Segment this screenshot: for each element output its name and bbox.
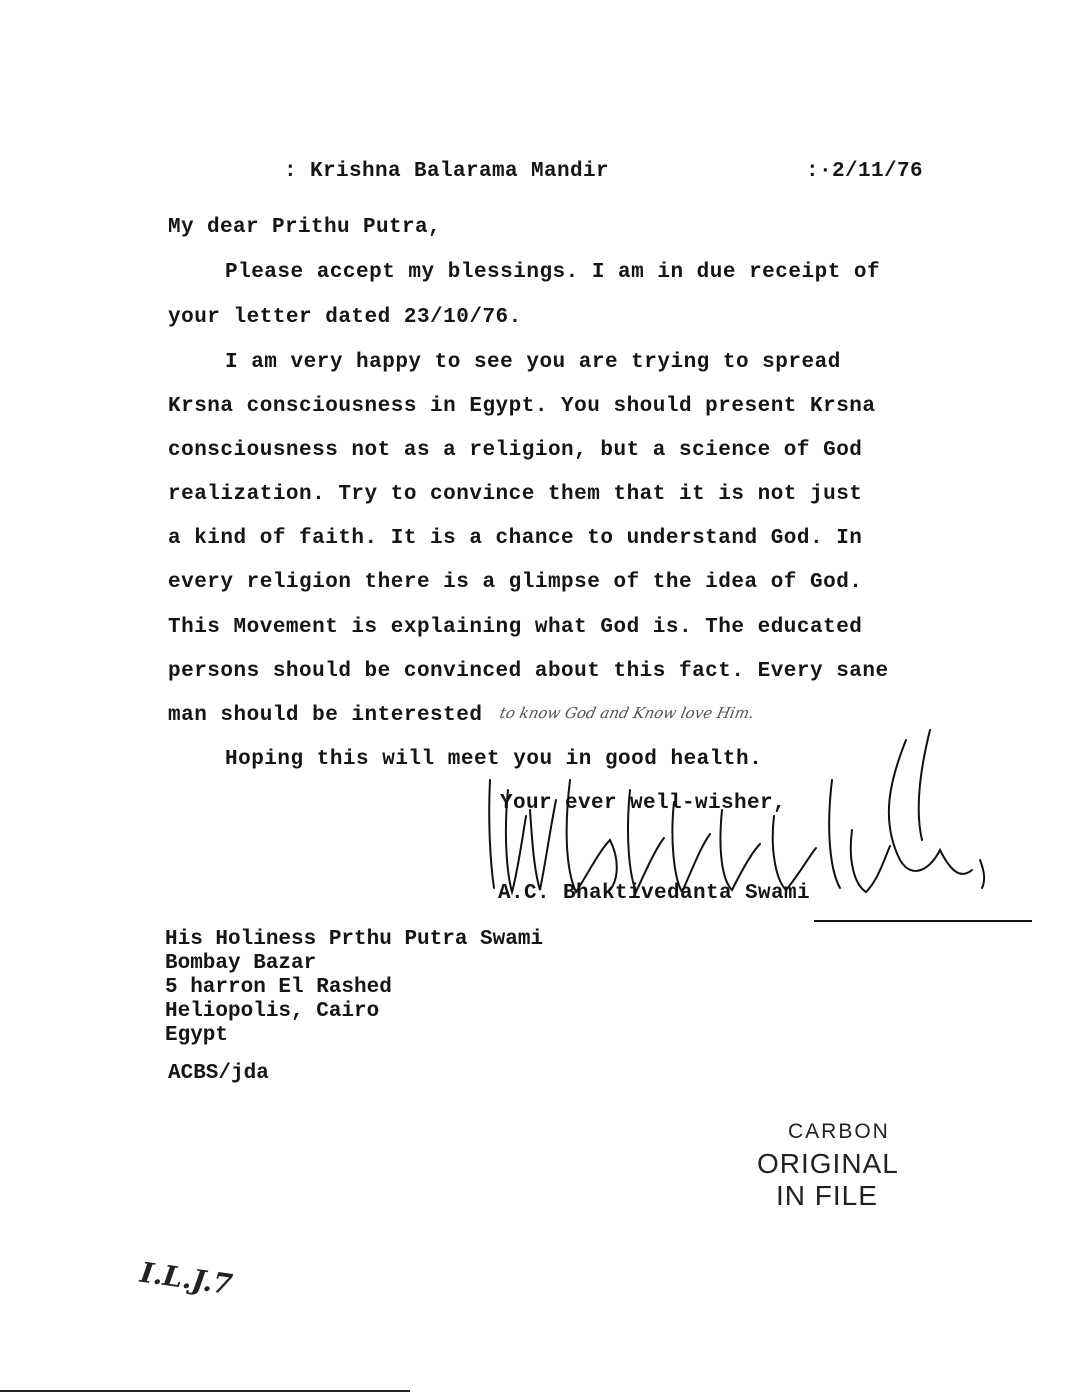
stamp-carbon: CARBON (788, 1120, 890, 1143)
body-line: consciousness not as a religion, but a science of God (168, 439, 863, 462)
reference-initials: ACBS/jda (168, 1062, 269, 1085)
body-line: Krsna consciousness in Egypt. You should present Krsna (168, 395, 876, 418)
signature-rule (814, 920, 1032, 922)
bottom-edge-rule (0, 1390, 410, 1392)
stamp-original: ORIGINAL (757, 1148, 899, 1179)
body-line: Hoping this will meet you in good health. (225, 748, 763, 771)
body-line: persons should be convinced about this fact. Every sane (168, 660, 889, 683)
address-line: Bombay Bazar (165, 952, 317, 975)
body-line: a kind of faith. It is a chance to understand God. In (168, 527, 863, 550)
letterhead-place: : Krishna Balarama Mandir (284, 160, 610, 183)
body-line: man should be interested (168, 704, 483, 727)
address-line: 5 harron El Rashed (165, 976, 392, 999)
letter-date: :·2/11/76 (806, 160, 924, 183)
body-line: Please accept my blessings. I am in due receipt of (225, 261, 881, 284)
body-line: every religion there is a glimpse of the idea of God. (168, 571, 863, 594)
address-line: His Holiness Prthu Putra Swami (165, 928, 544, 951)
file-number: I.L.J.7 (138, 1255, 235, 1302)
address-line: Heliopolis, Cairo (165, 1000, 380, 1023)
body-line: realization. Try to convince them that it is not just (168, 483, 863, 506)
closing: Your ever well-wisher, (500, 792, 787, 815)
handwritten-signature (460, 720, 1000, 920)
body-line: This Movement is explaining what God is. The educated (168, 616, 863, 639)
handwritten-addition: to know God and Know love Him. (498, 704, 756, 722)
recipient-address (165, 928, 543, 1048)
salutation: My dear Prithu Putra, (168, 216, 442, 239)
address-line: Egypt (165, 1024, 229, 1047)
signer-name: A.C. Bhaktivedanta Swami (498, 882, 811, 905)
stamp-in-file: IN FILE (776, 1180, 878, 1211)
body-line: I am very happy to see you are trying to spread (225, 351, 841, 374)
body-line: your letter dated 23/10/76. (168, 306, 522, 329)
